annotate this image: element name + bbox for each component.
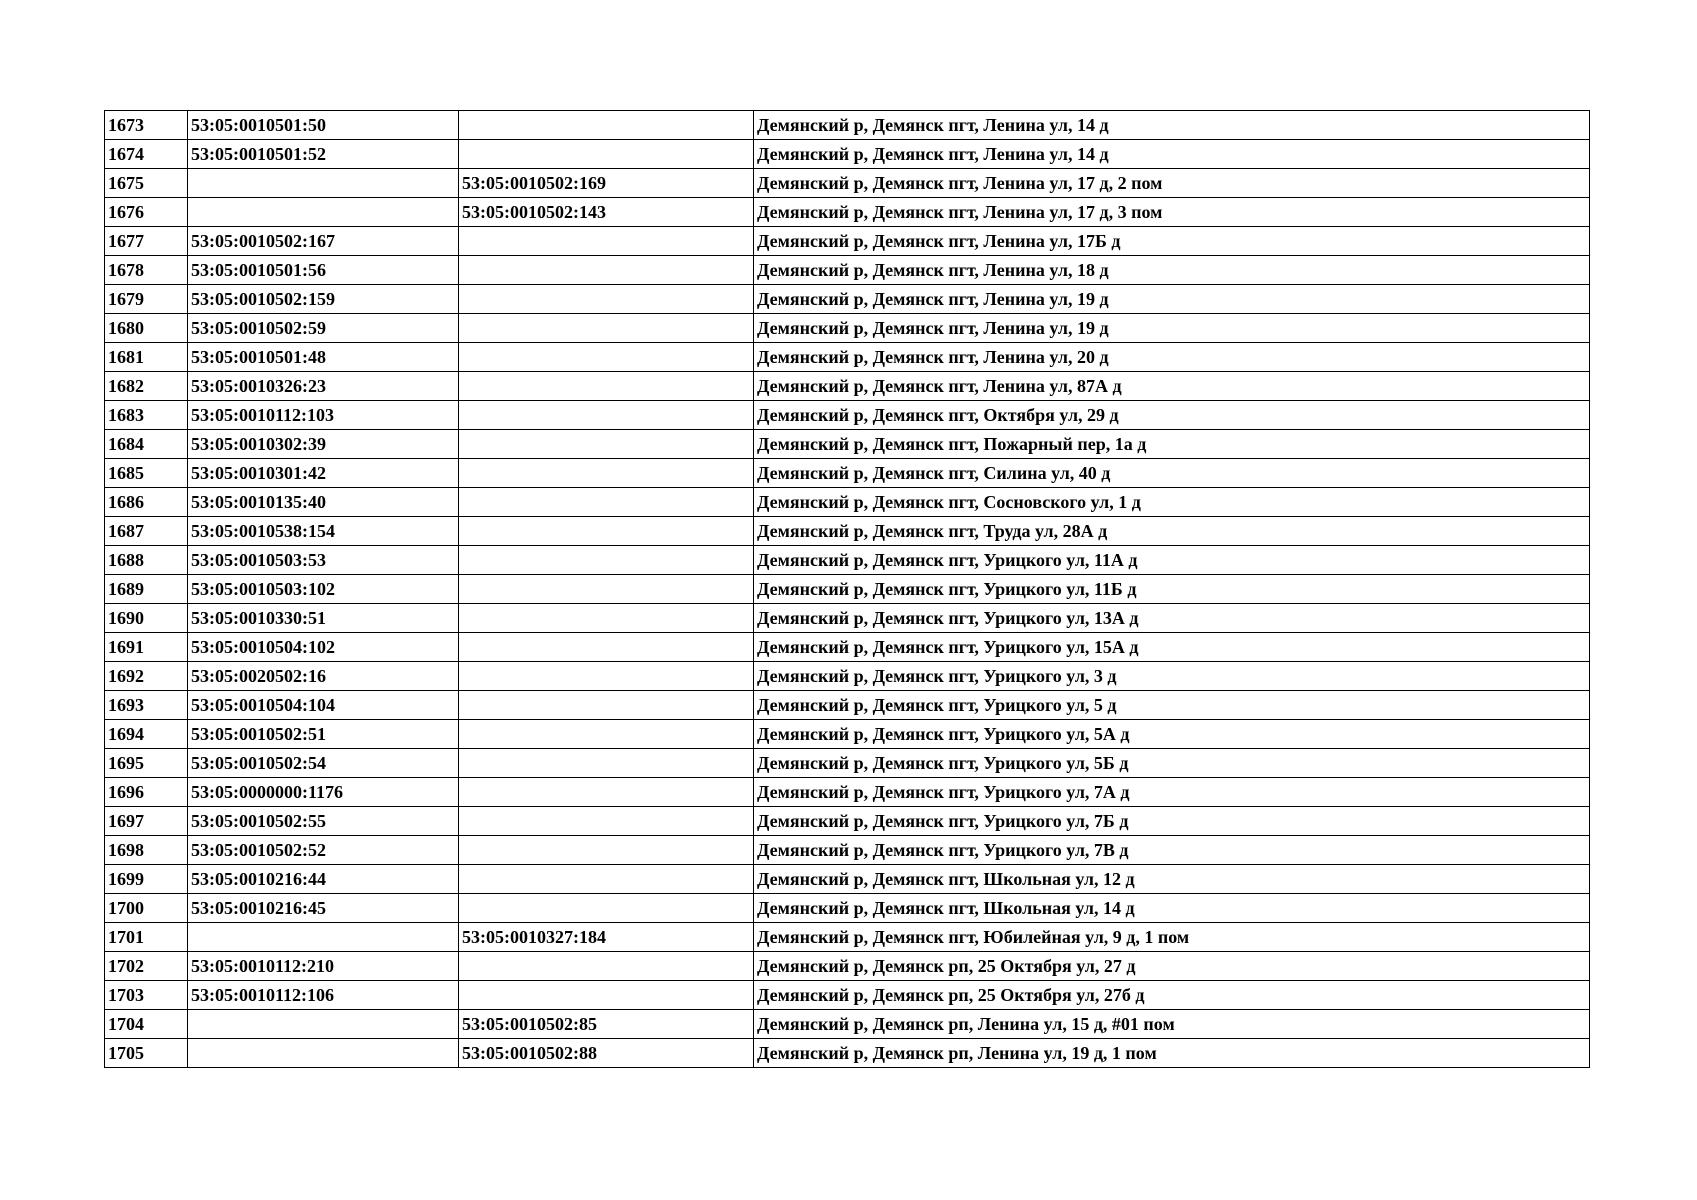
object-cadastral-number — [459, 546, 754, 575]
land-cadastral-number: 53:05:0010112:210 — [188, 952, 459, 981]
land-cadastral-number: 53:05:0010502:159 — [188, 285, 459, 314]
table-row — [105, 807, 1590, 836]
object-cadastral-number — [459, 720, 754, 749]
object-cadastral-number — [459, 401, 754, 430]
row-number: 1687 — [105, 517, 188, 546]
table-row — [105, 459, 1590, 488]
object-cadastral-number — [459, 691, 754, 720]
object-cadastral-number — [459, 256, 754, 285]
table-row — [105, 923, 1590, 952]
table-row — [105, 227, 1590, 256]
object-cadastral-number — [459, 140, 754, 169]
object-cadastral-number: 53:05:0010502:143 — [459, 198, 754, 227]
address: Демянский р, Демянск пгт, Ленина ул, 19 д — [754, 285, 1590, 314]
table-row — [105, 488, 1590, 517]
land-cadastral-number: 53:05:0010538:154 — [188, 517, 459, 546]
object-cadastral-number — [459, 285, 754, 314]
object-cadastral-number: 53:05:0010327:184 — [459, 923, 754, 952]
land-cadastral-number: 53:05:0010502:55 — [188, 807, 459, 836]
object-cadastral-number — [459, 430, 754, 459]
row-number: 1675 — [105, 169, 188, 198]
land-cadastral-number: 53:05:0010135:40 — [188, 488, 459, 517]
address: Демянский р, Демянск пгт, Урицкого ул, 7Б д — [754, 807, 1590, 836]
land-cadastral-number: 53:05:0010112:103 — [188, 401, 459, 430]
land-cadastral-number: 53:05:0010216:44 — [188, 865, 459, 894]
land-cadastral-number: 53:05:0010301:42 — [188, 459, 459, 488]
object-cadastral-number — [459, 662, 754, 691]
address: Демянский р, Демянск пгт, Ленина ул, 17Б д — [754, 227, 1590, 256]
table-row — [105, 314, 1590, 343]
address: Демянский р, Демянск пгт, Школьная ул, 12 д — [754, 865, 1590, 894]
table-row — [105, 575, 1590, 604]
object-cadastral-number — [459, 952, 754, 981]
address: Демянский р, Демянск пгт, Ленина ул, 14 д — [754, 111, 1590, 140]
object-cadastral-number: 53:05:0010502:85 — [459, 1010, 754, 1039]
address: Демянский р, Демянск пгт, Урицкого ул, 5А д — [754, 720, 1590, 749]
address: Демянский р, Демянск пгт, Ленина ул, 20 д — [754, 343, 1590, 372]
row-number: 1700 — [105, 894, 188, 923]
row-number: 1676 — [105, 198, 188, 227]
table-row — [105, 604, 1590, 633]
table-row — [105, 981, 1590, 1010]
object-cadastral-number — [459, 604, 754, 633]
object-cadastral-number — [459, 488, 754, 517]
land-cadastral-number — [188, 169, 459, 198]
row-number: 1702 — [105, 952, 188, 981]
row-number: 1703 — [105, 981, 188, 1010]
row-number: 1686 — [105, 488, 188, 517]
land-cadastral-number: 53:05:0010504:102 — [188, 633, 459, 662]
land-cadastral-number: 53:05:0010501:52 — [188, 140, 459, 169]
address: Демянский р, Демянск пгт, Школьная ул, 14 д — [754, 894, 1590, 923]
row-number: 1681 — [105, 343, 188, 372]
address: Демянский р, Демянск пгт, Урицкого ул, 13А д — [754, 604, 1590, 633]
address: Демянский р, Демянск пгт, Урицкого ул, 7В д — [754, 836, 1590, 865]
land-cadastral-number: 53:05:0010502:54 — [188, 749, 459, 778]
object-cadastral-number — [459, 836, 754, 865]
object-cadastral-number: 53:05:0010502:169 — [459, 169, 754, 198]
table-row — [105, 430, 1590, 459]
row-number: 1688 — [105, 546, 188, 575]
table-row — [105, 517, 1590, 546]
address: Демянский р, Демянск пгт, Силина ул, 40 д — [754, 459, 1590, 488]
land-cadastral-number: 53:05:0010501:56 — [188, 256, 459, 285]
row-number: 1682 — [105, 372, 188, 401]
address: Демянский р, Демянск пгт, Ленина ул, 17 д, 2 пом — [754, 169, 1590, 198]
land-cadastral-number — [188, 1039, 459, 1068]
registry-table — [104, 110, 1590, 1068]
address: Демянский р, Демянск пгт, Урицкого ул, 11А д — [754, 546, 1590, 575]
table-row — [105, 778, 1590, 807]
land-cadastral-number: 53:05:0010503:102 — [188, 575, 459, 604]
land-cadastral-number: 53:05:0000000:1176 — [188, 778, 459, 807]
row-number: 1693 — [105, 691, 188, 720]
table-row — [105, 691, 1590, 720]
row-number: 1689 — [105, 575, 188, 604]
object-cadastral-number — [459, 343, 754, 372]
row-number: 1677 — [105, 227, 188, 256]
land-cadastral-number: 53:05:0010502:167 — [188, 227, 459, 256]
address: Демянский р, Демянск пгт, Ленина ул, 14 д — [754, 140, 1590, 169]
table-row — [105, 894, 1590, 923]
row-number: 1695 — [105, 749, 188, 778]
land-cadastral-number: 53:05:0010112:106 — [188, 981, 459, 1010]
land-cadastral-number: 53:05:0010502:59 — [188, 314, 459, 343]
object-cadastral-number — [459, 314, 754, 343]
table-row — [105, 749, 1590, 778]
land-cadastral-number — [188, 198, 459, 227]
table-row — [105, 198, 1590, 227]
row-number: 1699 — [105, 865, 188, 894]
object-cadastral-number — [459, 517, 754, 546]
object-cadastral-number — [459, 865, 754, 894]
land-cadastral-number: 53:05:0010501:48 — [188, 343, 459, 372]
land-cadastral-number: 53:05:0010502:51 — [188, 720, 459, 749]
row-number: 1697 — [105, 807, 188, 836]
table-row — [105, 1039, 1590, 1068]
object-cadastral-number — [459, 807, 754, 836]
land-cadastral-number: 53:05:0010326:23 — [188, 372, 459, 401]
table-row — [105, 140, 1590, 169]
object-cadastral-number: 53:05:0010502:88 — [459, 1039, 754, 1068]
land-cadastral-number: 53:05:0010302:39 — [188, 430, 459, 459]
object-cadastral-number — [459, 459, 754, 488]
table-row — [105, 662, 1590, 691]
row-number: 1691 — [105, 633, 188, 662]
address: Демянский р, Демянск пгт, Урицкого ул, 5Б д — [754, 749, 1590, 778]
land-cadastral-number — [188, 923, 459, 952]
address: Демянский р, Демянск рп, 25 Октября ул, 27б д — [754, 981, 1590, 1010]
row-number: 1692 — [105, 662, 188, 691]
row-number: 1683 — [105, 401, 188, 430]
address: Демянский р, Демянск пгт, Урицкого ул, 3 д — [754, 662, 1590, 691]
address: Демянский р, Демянск пгт, Урицкого ул, 15А д — [754, 633, 1590, 662]
row-number: 1698 — [105, 836, 188, 865]
table-row — [105, 952, 1590, 981]
table-row — [105, 285, 1590, 314]
object-cadastral-number — [459, 227, 754, 256]
table-row — [105, 343, 1590, 372]
row-number: 1674 — [105, 140, 188, 169]
row-number: 1696 — [105, 778, 188, 807]
registry-table-body — [105, 111, 1590, 1068]
row-number: 1685 — [105, 459, 188, 488]
address: Демянский р, Демянск пгт, Урицкого ул, 5 д — [754, 691, 1590, 720]
land-cadastral-number: 53:05:0010504:104 — [188, 691, 459, 720]
row-number: 1694 — [105, 720, 188, 749]
land-cadastral-number: 53:05:0010330:51 — [188, 604, 459, 633]
address: Демянский р, Демянск пгт, Юбилейная ул, 9 д, 1 пом — [754, 923, 1590, 952]
row-number: 1684 — [105, 430, 188, 459]
row-number: 1673 — [105, 111, 188, 140]
address: Демянский р, Демянск пгт, Ленина ул, 17 д, 3 пом — [754, 198, 1590, 227]
land-cadastral-number: 53:05:0010216:45 — [188, 894, 459, 923]
address: Демянский р, Демянск пгт, Ленина ул, 19 д — [754, 314, 1590, 343]
land-cadastral-number — [188, 1010, 459, 1039]
object-cadastral-number — [459, 372, 754, 401]
address: Демянский р, Демянск пгт, Ленина ул, 18 д — [754, 256, 1590, 285]
land-cadastral-number: 53:05:0010503:53 — [188, 546, 459, 575]
land-cadastral-number: 53:05:0010501:50 — [188, 111, 459, 140]
object-cadastral-number — [459, 111, 754, 140]
address: Демянский р, Демянск рп, Ленина ул, 15 д, #01 пом — [754, 1010, 1590, 1039]
land-cadastral-number: 53:05:0020502:16 — [188, 662, 459, 691]
table-row — [105, 633, 1590, 662]
address: Демянский р, Демянск пгт, Октября ул, 29 д — [754, 401, 1590, 430]
object-cadastral-number — [459, 749, 754, 778]
table-row — [105, 1010, 1590, 1039]
row-number: 1690 — [105, 604, 188, 633]
row-number: 1679 — [105, 285, 188, 314]
address: Демянский р, Демянск рп, Ленина ул, 19 д, 1 пом — [754, 1039, 1590, 1068]
address: Демянский р, Демянск рп, 25 Октября ул, 27 д — [754, 952, 1590, 981]
row-number: 1680 — [105, 314, 188, 343]
land-cadastral-number: 53:05:0010502:52 — [188, 836, 459, 865]
address: Демянский р, Демянск пгт, Урицкого ул, 7А д — [754, 778, 1590, 807]
table-row — [105, 256, 1590, 285]
object-cadastral-number — [459, 633, 754, 662]
object-cadastral-number — [459, 894, 754, 923]
object-cadastral-number — [459, 981, 754, 1010]
table-row — [105, 169, 1590, 198]
table-row — [105, 865, 1590, 894]
row-number: 1701 — [105, 923, 188, 952]
address: Демянский р, Демянск пгт, Пожарный пер, 1а д — [754, 430, 1590, 459]
row-number: 1678 — [105, 256, 188, 285]
table-row — [105, 546, 1590, 575]
table-row — [105, 111, 1590, 140]
table-row — [105, 720, 1590, 749]
row-number: 1705 — [105, 1039, 188, 1068]
address: Демянский р, Демянск пгт, Ленина ул, 87А д — [754, 372, 1590, 401]
address: Демянский р, Демянск пгт, Сосновского ул, 1 д — [754, 488, 1590, 517]
address: Демянский р, Демянск пгт, Труда ул, 28А д — [754, 517, 1590, 546]
table-row — [105, 372, 1590, 401]
table-row — [105, 836, 1590, 865]
object-cadastral-number — [459, 575, 754, 604]
row-number: 1704 — [105, 1010, 188, 1039]
address: Демянский р, Демянск пгт, Урицкого ул, 11Б д — [754, 575, 1590, 604]
table-row — [105, 401, 1590, 430]
object-cadastral-number — [459, 778, 754, 807]
